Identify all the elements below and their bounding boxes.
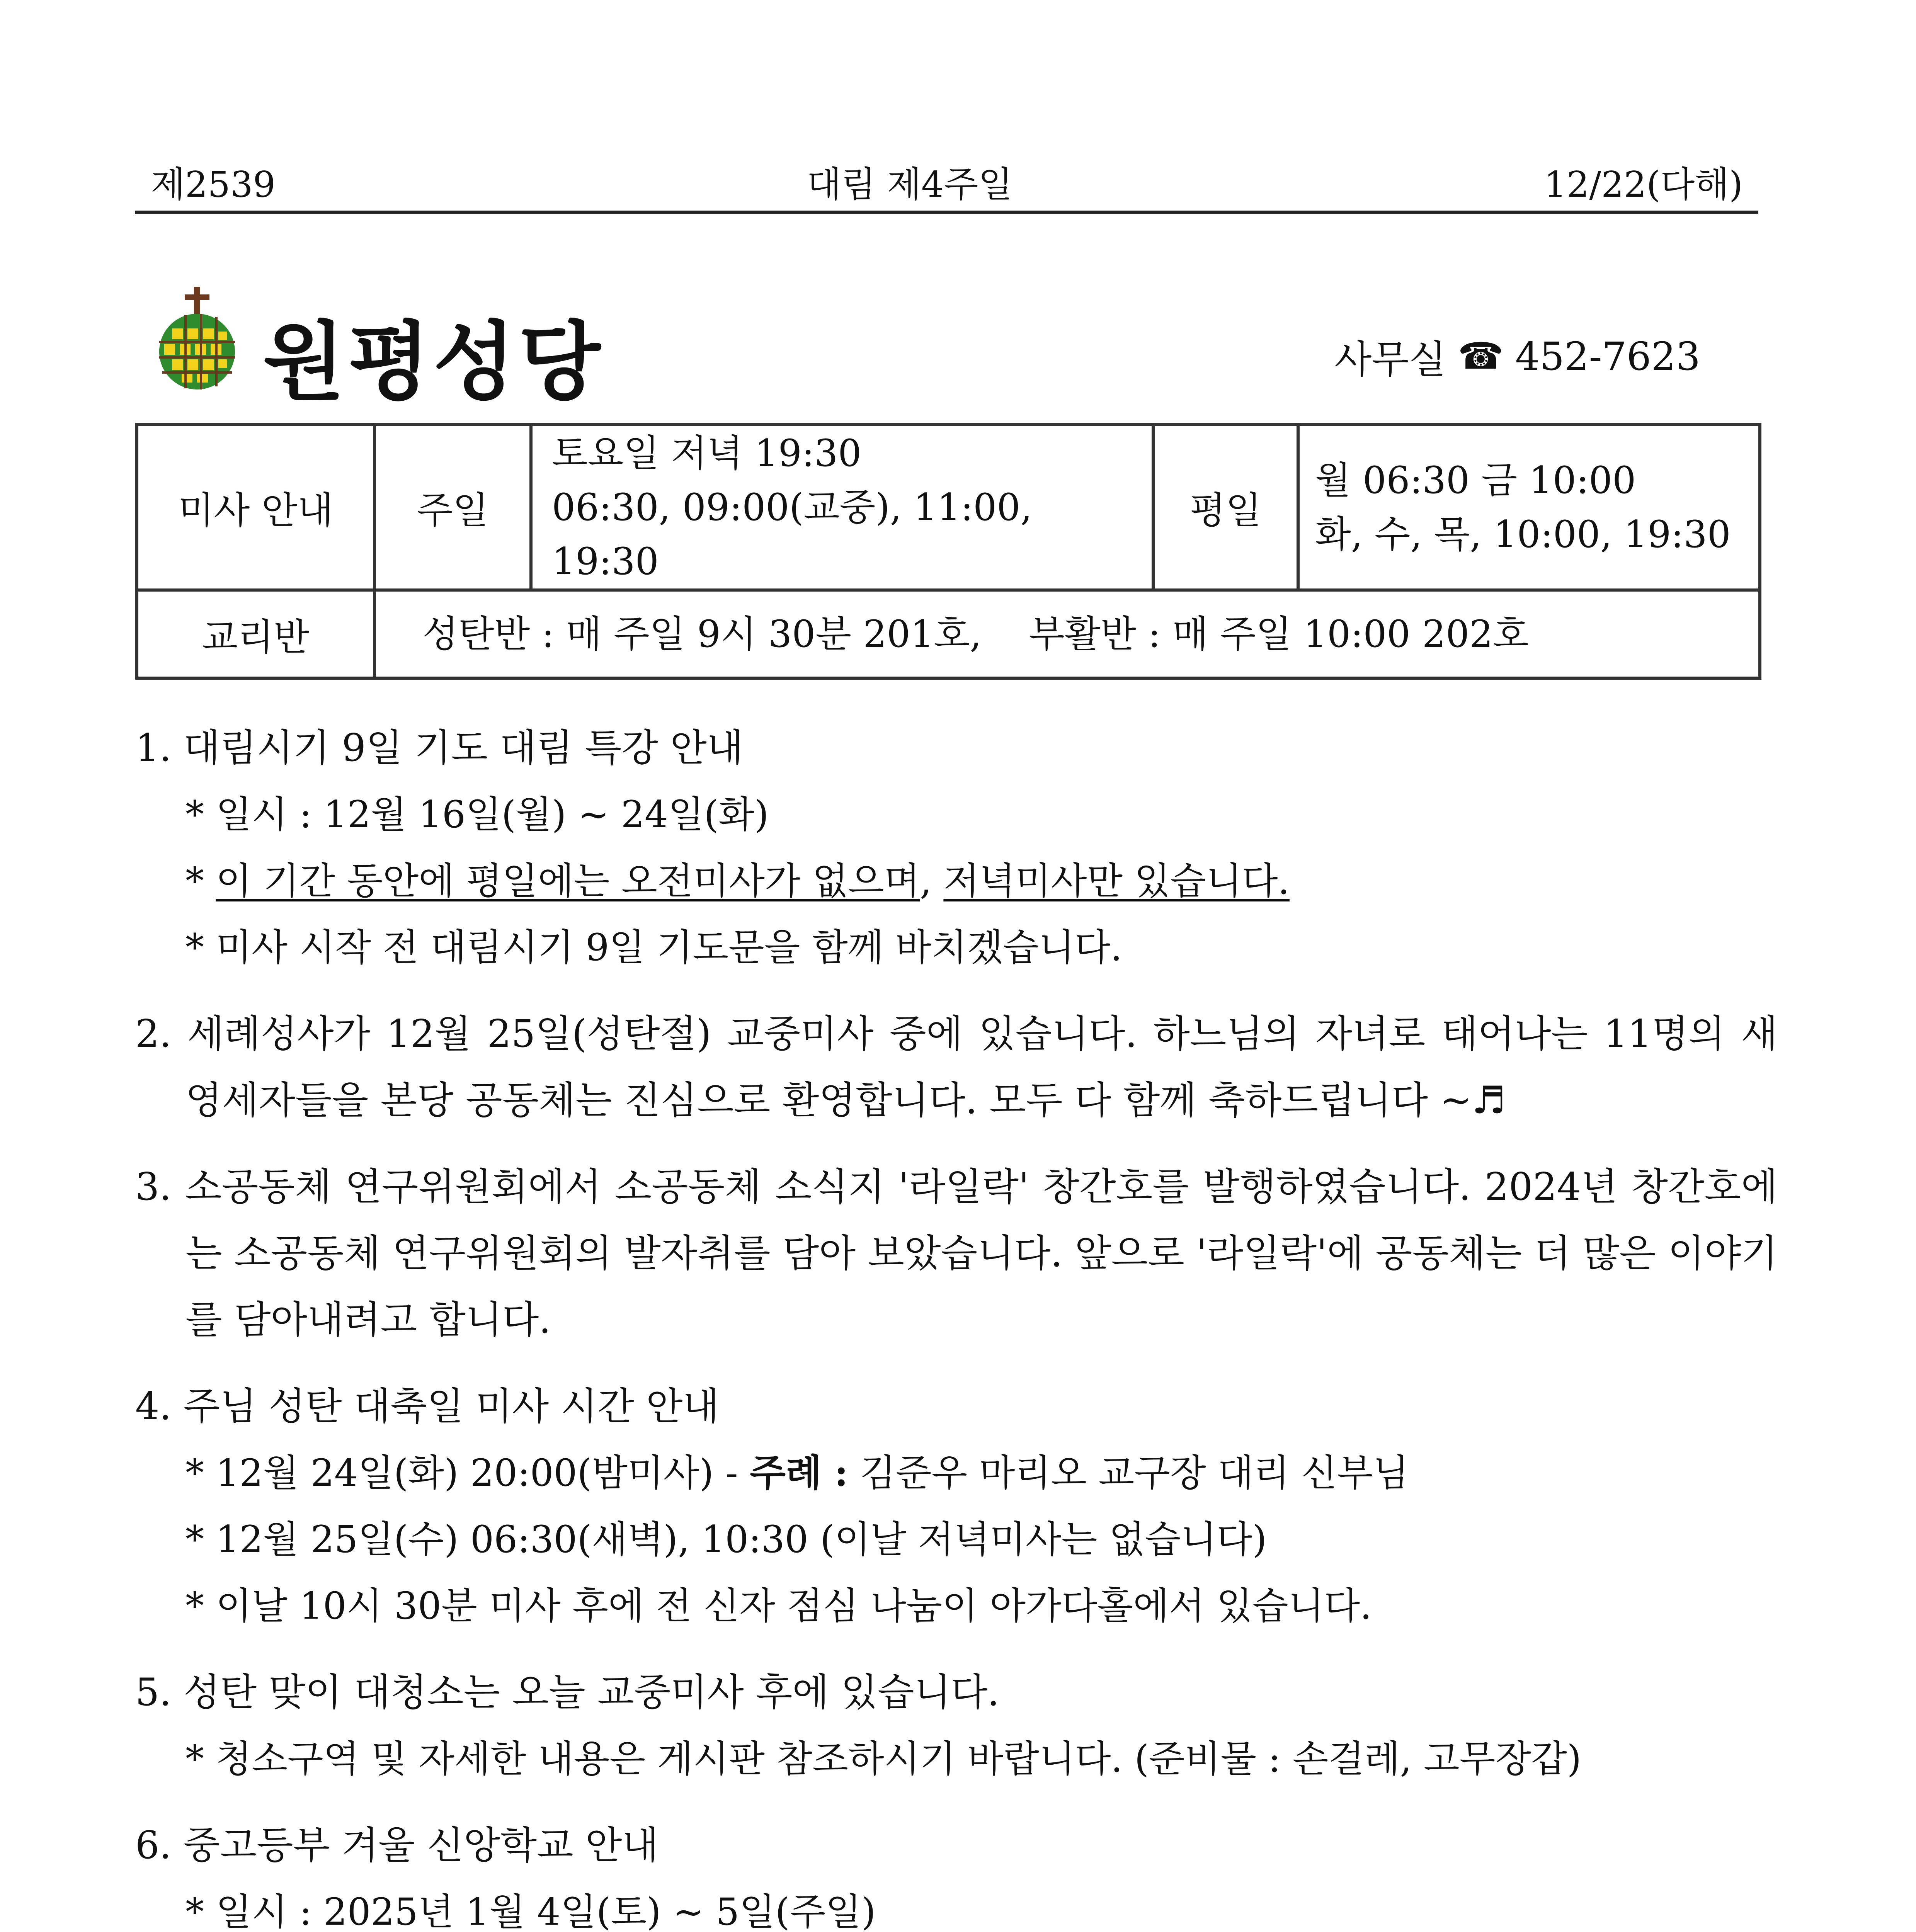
church-name: 원평성당 — [263, 313, 604, 412]
notice-title: 4. 주님 성탄 대축일 미사 시간 안내 — [135, 1384, 720, 1429]
sunday-label: 주일 — [374, 425, 531, 590]
catechism-label: 교리반 — [137, 590, 374, 678]
sunday-times — [531, 425, 1153, 590]
weekday-label: 평일 — [1153, 425, 1298, 590]
bold-text: 주례 : — [750, 1451, 848, 1495]
detail-text: 김준우 마리오 교구장 대리 신부님 — [848, 1451, 1409, 1495]
notice-detail-prefix: * — [185, 859, 216, 903]
weekday-times-line1: 월 06:30 금 10:00 — [1315, 459, 1636, 502]
weekday-times — [1298, 425, 1760, 590]
notice-detail — [135, 848, 1778, 914]
notice-detail: * 12월 25일(수) 06:30(새벽), 10:30 (이날 저녁미사는 없습니다) — [185, 1518, 1267, 1561]
bulletin-date: 12/22(다해) — [1544, 164, 1743, 205]
notice-item — [135, 1373, 1778, 1639]
separator-text: , — [920, 859, 944, 903]
mass-label: 미사 안내 — [137, 425, 374, 590]
notice-item — [135, 1154, 1778, 1353]
notice-item — [135, 1812, 1778, 1932]
notice-detail — [135, 1440, 1778, 1506]
notice-paragraph: 2. 세례성사가 12월 25일(성탄절) 교중미사 중에 있습니다. 하느님의 자녀로 태어나는 11명의 새 영세자들을 본당 공동체는 진심으로 환영합니다. 모두 다 함께 축하드립니다 ~♬ — [135, 1012, 1778, 1122]
notice-item — [135, 1659, 1778, 1792]
notice-item — [135, 715, 1778, 981]
notice-detail: * 일시 : 12월 16일(월) ~ 24일(화) — [185, 793, 769, 836]
catechism-text: 성탄반 : 매 주일 9시 30분 201호, 부활반 : 매 주일 10:00 202호 — [374, 590, 1760, 678]
mass-schedule-table — [135, 423, 1761, 680]
sunday-times-line2: 06:30, 09:00(교중), 11:00, 19:30 — [552, 486, 1032, 583]
office-phone: 452-7623 — [1515, 333, 1700, 379]
weekday-times-line2: 화, 수, 목, 10:00, 19:30 — [1315, 513, 1731, 556]
church-logo-icon — [151, 286, 243, 390]
notice-detail: * 미사 시작 전 대림시기 9일 기도문을 함께 바치겠습니다. — [185, 926, 1122, 969]
notice-title: 1. 대림시기 9일 기도 대림 특강 안내 — [135, 726, 744, 770]
notice-list — [135, 715, 1778, 1932]
underlined-text: 저녁미사만 있습니다. — [943, 859, 1290, 903]
title-row — [135, 278, 1758, 412]
phone-icon: ☎ — [1458, 335, 1504, 378]
notice-paragraph: 3. 소공동체 연구위원회에서 소공동체 소식지 '라일락' 창간호를 발행하였습니다. 2024년 창간호에는 소공동체 연구위원회의 발자취를 담아 보았습니다. 앞으로 '라일락'에 공동체는 더 많은 이야기를 담아내려고 합니다. — [135, 1165, 1778, 1342]
sunday-times-line1: 토요일 저녁 19:30 — [552, 432, 862, 475]
catechism-row — [137, 590, 1760, 678]
notice-detail: * 이날 10시 30분 미사 후에 전 신자 점심 나눔이 아가다홀에서 있습니다. — [185, 1584, 1372, 1628]
notice-item — [135, 1001, 1778, 1134]
underlined-text: 이 기간 동안에 평일에는 오전미사가 없으며 — [216, 859, 920, 903]
detail-text: * 12월 24일(화) 20:00(밤미사) - — [185, 1451, 750, 1495]
office-contact — [1334, 328, 1700, 384]
bulletin-header — [135, 153, 1758, 214]
notice-detail: * 청소구역 및 자세한 내용은 게시판 참조하시기 바랍니다. (준비물 : 손걸레, 고무장갑) — [185, 1737, 1582, 1781]
issue-number: 제2539 — [151, 164, 276, 205]
notice-title: 5. 성탄 맞이 대청소는 오늘 교중미사 후에 있습니다. — [135, 1670, 1000, 1714]
notice-detail: * 일시 : 2025년 1월 4일(토) ~ 5일(주일) — [185, 1890, 876, 1932]
liturgical-day: 대림 제4주일 — [807, 164, 1013, 205]
notice-title: 6. 중고등부 겨울 신앙학교 안내 — [135, 1823, 659, 1867]
mass-row — [137, 425, 1760, 590]
office-label: 사무실 — [1334, 337, 1446, 382]
